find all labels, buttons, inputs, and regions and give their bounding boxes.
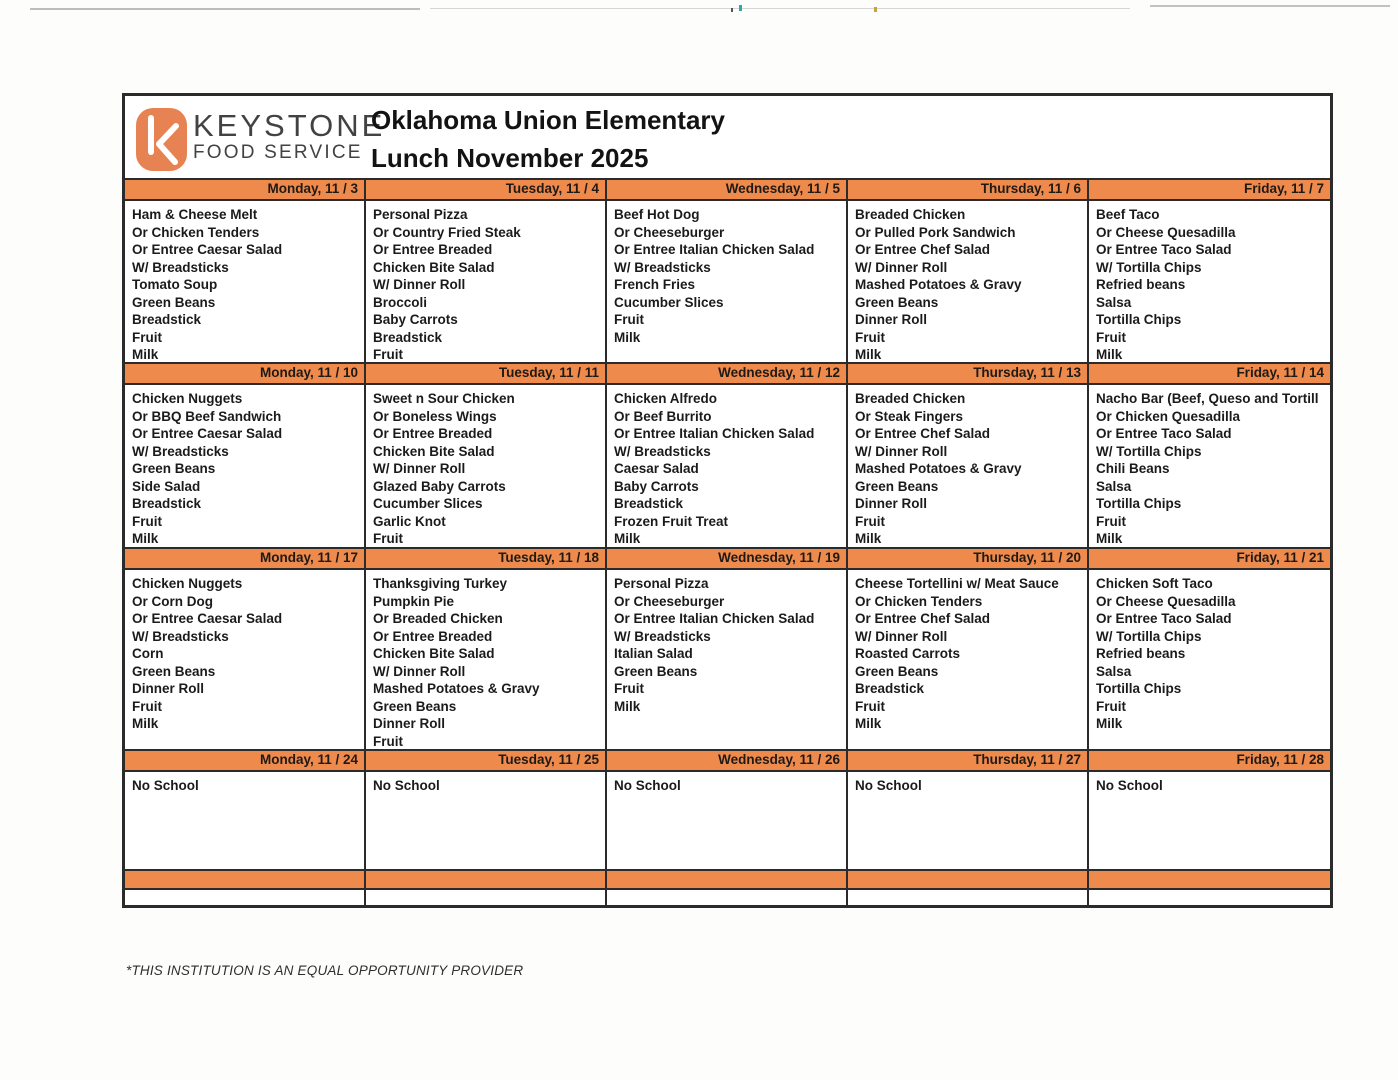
menu-item: Mashed Potatoes & Gravy — [373, 681, 540, 696]
menu-item: W/ Breadsticks — [614, 259, 711, 275]
menu-item: Or Country Fried Steak — [373, 224, 521, 240]
menu-item: Chicken Nuggets — [132, 391, 243, 406]
menu-item: W/ Dinner Roll — [855, 259, 948, 275]
menu-item: Or Entree Breaded — [373, 242, 493, 257]
date-header: Thursday, 11 / 6 — [848, 178, 1089, 201]
menu-item: Or Chicken Tenders — [132, 224, 260, 240]
menu-day-cell — [1089, 772, 1330, 869]
menu-item: Tomato Soup — [132, 277, 218, 292]
empty-white-cell — [848, 890, 1089, 905]
scan-artifact-line — [1150, 5, 1390, 7]
empty-white-row — [125, 890, 1330, 905]
scan-artifact-speck — [874, 7, 877, 12]
week-2-menu-row — [125, 385, 1330, 547]
menu-item: Breaded Chicken — [855, 391, 966, 406]
menu-item: Milk — [614, 531, 641, 546]
date-header: Monday, 11 / 10 — [125, 362, 366, 385]
menu-day-cell — [607, 201, 848, 381]
date-header: Tuesday, 11 / 18 — [366, 547, 607, 570]
menu-item: Or Pulled Pork Sandwich — [855, 224, 1016, 240]
week-1-date-row — [125, 178, 1330, 201]
menu-item: Or Chicken Tenders — [855, 593, 983, 609]
menu-item: No School — [132, 778, 199, 793]
menu-item: Fruit — [614, 312, 644, 327]
menu-item: Fruit — [855, 698, 885, 714]
menu-item: W/ Breadsticks — [614, 443, 711, 459]
menu-item: Or Entree Italian Chicken Salad — [614, 426, 815, 441]
menu-item: Milk — [1096, 716, 1123, 731]
date-header: Wednesday, 11 / 26 — [607, 749, 848, 772]
menu-item: Breaded Chicken — [855, 207, 966, 222]
menu-item: Or Entree Chef Salad — [855, 611, 991, 626]
menu-item: Green Beans — [132, 461, 216, 476]
menu-item: Corn — [132, 646, 164, 661]
menu-day-cell — [848, 385, 1089, 565]
date-header: Tuesday, 11 / 25 — [366, 749, 607, 772]
equal-opportunity-note: *THIS INSTITUTION IS AN EQUAL OPPORTUNITY PROVIDER — [126, 963, 524, 978]
menu-item: No School — [1096, 778, 1163, 793]
menu-item: Milk — [1096, 531, 1123, 546]
date-header: Monday, 11 / 17 — [125, 547, 366, 570]
menu-item: Or Boneless Wings — [373, 408, 497, 424]
menu-item: Chicken Nuggets — [132, 576, 243, 591]
menu-item: Fruit — [614, 681, 644, 696]
menu-item: Green Beans — [855, 663, 939, 679]
menu-item: Milk — [132, 347, 159, 362]
menu-item: W/ Breadsticks — [614, 628, 711, 644]
menu-item: W/ Tortilla Chips — [1096, 628, 1202, 644]
menu-item: W/ Dinner Roll — [855, 443, 948, 459]
scan-artifact-speck — [739, 5, 742, 11]
menu-item: Breadstick — [132, 496, 202, 511]
menu-day-cell — [848, 570, 1089, 768]
menu-item: Salsa — [1096, 478, 1132, 494]
menu-item: Or Entree Breaded — [373, 426, 493, 441]
scan-artifact-speck — [731, 8, 733, 12]
menu-item: Breadstick — [855, 681, 925, 696]
date-header: Tuesday, 11 / 11 — [366, 362, 607, 385]
menu-item: Or Cheese Quesadilla — [1096, 593, 1236, 609]
brand-tagline: FOOD SERVICE — [193, 142, 363, 163]
menu-day-cell — [607, 772, 848, 869]
menu-item: Or Cheeseburger — [614, 224, 725, 240]
menu-item: Breadstick — [614, 496, 684, 511]
menu-day-cell — [366, 772, 607, 869]
calendar-grid — [125, 178, 1330, 869]
page-subtitle: Lunch November 2025 — [371, 143, 649, 173]
menu-item: Chicken Bite Salad — [373, 259, 495, 275]
menu-day-cell — [366, 385, 607, 565]
menu-day-cell — [366, 201, 607, 381]
date-header: Monday, 11 / 24 — [125, 749, 366, 772]
menu-day-cell — [366, 570, 607, 768]
menu-item: Or Cheeseburger — [614, 593, 725, 609]
menu-item: Or Entree Italian Chicken Salad — [614, 242, 815, 257]
menu-item: Glazed Baby Carrots — [373, 478, 506, 494]
menu-day-cell — [607, 385, 848, 565]
scan-noise — [0, 0, 1398, 16]
menu-day-cell — [125, 772, 366, 869]
menu-item: Breadstick — [132, 312, 202, 327]
menu-item: Refried beans — [1096, 277, 1186, 292]
menu-item: Green Beans — [855, 478, 939, 494]
menu-item: Baby Carrots — [614, 478, 699, 494]
date-header: Friday, 11 / 14 — [1089, 362, 1330, 385]
sheet-header — [125, 96, 1330, 178]
week-3-date-row — [125, 547, 1330, 570]
date-header: Wednesday, 11 / 19 — [607, 547, 848, 570]
menu-item: Milk — [855, 347, 882, 362]
menu-item: Or Chicken Quesadilla — [1096, 408, 1241, 424]
menu-item: Fruit — [1096, 329, 1126, 345]
menu-item: Broccoli — [373, 294, 428, 310]
week-1-menu-row — [125, 201, 1330, 362]
menu-day-cell — [848, 201, 1089, 381]
menu-item: Or Entree Breaded — [373, 628, 493, 644]
menu-item: Side Salad — [132, 478, 201, 494]
date-header: Wednesday, 11 / 12 — [607, 362, 848, 385]
menu-item: Or Beef Burrito — [614, 408, 712, 424]
week-2-date-row — [125, 362, 1330, 385]
lunch-menu-sheet — [122, 93, 1333, 908]
menu-item: Chicken Alfredo — [614, 391, 718, 406]
empty-white-cell — [1089, 890, 1330, 905]
menu-item: Or Entree Taco Salad — [1096, 242, 1232, 257]
menu-item: Chicken Bite Salad — [373, 443, 495, 459]
menu-day-cell — [125, 201, 366, 381]
date-header: Friday, 11 / 7 — [1089, 178, 1330, 201]
menu-item: Tortilla Chips — [1096, 496, 1182, 511]
menu-item: Milk — [132, 531, 159, 546]
menu-item: Or Entree Taco Salad — [1096, 426, 1232, 441]
empty-orange-cell — [125, 869, 366, 890]
menu-item: Breadstick — [373, 329, 443, 345]
menu-item: Mashed Potatoes & Gravy — [855, 461, 1022, 476]
menu-item: Fruit — [373, 531, 403, 546]
menu-item: Frozen Fruit Treat — [614, 513, 729, 529]
menu-item: Green Beans — [614, 663, 698, 679]
menu-day-cell — [125, 385, 366, 565]
date-header: Thursday, 11 / 13 — [848, 362, 1089, 385]
menu-item: Garlic Knot — [373, 513, 446, 529]
date-header: Friday, 11 / 21 — [1089, 547, 1330, 570]
brand-block — [193, 109, 385, 163]
menu-item: Sweet n Sour Chicken — [373, 391, 515, 406]
menu-item: Dinner Roll — [132, 681, 205, 696]
menu-item: Mashed Potatoes & Gravy — [855, 277, 1022, 292]
menu-item: No School — [855, 778, 922, 793]
menu-item: Fruit — [1096, 698, 1126, 714]
menu-item: Green Beans — [132, 294, 216, 310]
menu-day-cell — [848, 772, 1089, 869]
menu-item: Chicken Soft Taco — [1096, 576, 1213, 591]
empty-orange-cell — [1089, 869, 1330, 890]
empty-white-cell — [607, 890, 848, 905]
menu-item: Caesar Salad — [614, 461, 699, 476]
menu-item: Or Entree Caesar Salad — [132, 611, 283, 626]
week-4-date-row — [125, 749, 1330, 772]
page-title: Oklahoma Union Elementary — [371, 105, 725, 135]
menu-item: Fruit — [1096, 513, 1126, 529]
empty-orange-row — [125, 869, 1330, 890]
menu-item: W/ Dinner Roll — [373, 663, 466, 679]
menu-item: Italian Salad — [614, 646, 693, 661]
menu-item: W/ Dinner Roll — [855, 628, 948, 644]
date-header: Monday, 11 / 3 — [125, 178, 366, 201]
menu-item: Personal Pizza — [373, 207, 468, 222]
week-3-menu-row — [125, 570, 1330, 749]
menu-item: Cucumber Slices — [614, 294, 724, 310]
menu-item: Cucumber Slices — [373, 496, 483, 511]
menu-item: Fruit — [132, 329, 162, 345]
menu-item: Or Breaded Chicken — [373, 611, 503, 626]
date-header: Thursday, 11 / 27 — [848, 749, 1089, 772]
menu-item: Or Corn Dog — [132, 593, 213, 609]
menu-item: Or BBQ Beef Sandwich — [132, 408, 282, 424]
menu-item: Or Steak Fingers — [855, 408, 964, 424]
menu-item: Or Entree Caesar Salad — [132, 426, 283, 441]
empty-orange-cell — [848, 869, 1089, 890]
menu-item: Dinner Roll — [855, 312, 928, 327]
menu-item: W/ Breadsticks — [132, 259, 229, 275]
menu-item: Or Entree Caesar Salad — [132, 242, 283, 257]
menu-item: Fruit — [373, 347, 403, 362]
menu-item: Personal Pizza — [614, 576, 709, 591]
menu-item: Milk — [855, 531, 882, 546]
empty-orange-cell — [366, 869, 607, 890]
menu-item: Beef Taco — [1096, 207, 1160, 222]
menu-item: Or Entree Italian Chicken Salad — [614, 611, 815, 626]
menu-item: Tortilla Chips — [1096, 681, 1182, 696]
menu-day-cell — [1089, 201, 1330, 381]
menu-item: Nacho Bar (Beef, Queso and Tortill — [1096, 391, 1319, 406]
menu-day-cell — [1089, 385, 1330, 565]
menu-item: Pumpkin Pie — [373, 593, 455, 609]
menu-item: No School — [373, 778, 440, 793]
menu-item: Thanksgiving Turkey — [373, 576, 508, 591]
empty-white-cell — [366, 890, 607, 905]
menu-item: Roasted Carrots — [855, 646, 961, 661]
keystone-logo-icon — [135, 107, 189, 178]
menu-item: Beef Hot Dog — [614, 207, 700, 222]
menu-item: Salsa — [1096, 663, 1132, 679]
menu-item: Or Entree Chef Salad — [855, 242, 991, 257]
menu-item: Refried beans — [1096, 646, 1186, 661]
menu-item: Tortilla Chips — [1096, 312, 1182, 327]
menu-item: Green Beans — [132, 663, 216, 679]
title-block — [371, 101, 725, 177]
menu-item: Cheese Tortellini w/ Meat Sauce — [855, 576, 1059, 591]
menu-item: Fruit — [855, 513, 885, 529]
menu-item: Fruit — [132, 513, 162, 529]
menu-item: Milk — [1096, 347, 1123, 362]
week-4-menu-row — [125, 772, 1330, 869]
menu-item: Milk — [132, 716, 159, 731]
menu-item: Or Entree Chef Salad — [855, 426, 991, 441]
menu-item: Fruit — [855, 329, 885, 345]
menu-item: French Fries — [614, 277, 696, 292]
empty-orange-cell — [607, 869, 848, 890]
date-header: Thursday, 11 / 20 — [848, 547, 1089, 570]
menu-item: Dinner Roll — [855, 496, 928, 511]
menu-item: W/ Tortilla Chips — [1096, 443, 1202, 459]
menu-item: Fruit — [373, 733, 403, 749]
menu-item: Milk — [614, 698, 641, 714]
menu-item: Dinner Roll — [373, 716, 446, 731]
menu-item: Milk — [855, 716, 882, 731]
menu-day-cell — [1089, 570, 1330, 768]
date-header: Wednesday, 11 / 5 — [607, 178, 848, 201]
menu-item: Or Cheese Quesadilla — [1096, 224, 1236, 240]
empty-white-cell — [125, 890, 366, 905]
scan-artifact-line — [30, 8, 420, 10]
menu-item: W/ Tortilla Chips — [1096, 259, 1202, 275]
menu-item: Ham & Cheese Melt — [132, 207, 258, 222]
menu-item: Or Entree Taco Salad — [1096, 611, 1232, 626]
menu-item: W/ Dinner Roll — [373, 277, 466, 292]
menu-item: No School — [614, 778, 681, 793]
menu-item: Chili Beans — [1096, 461, 1170, 476]
menu-item: W/ Breadsticks — [132, 443, 229, 459]
menu-day-cell — [607, 570, 848, 768]
menu-day-cell — [125, 570, 366, 768]
menu-item: Fruit — [132, 698, 162, 714]
menu-item: Baby Carrots — [373, 312, 458, 327]
menu-item: Green Beans — [373, 698, 457, 714]
menu-item: Green Beans — [855, 294, 939, 310]
menu-item: W/ Breadsticks — [132, 628, 229, 644]
date-header: Tuesday, 11 / 4 — [366, 178, 607, 201]
brand-name: KEYSTONE — [193, 108, 386, 143]
scan-artifact-line — [430, 8, 1130, 9]
menu-item: Milk — [614, 329, 641, 345]
date-header: Friday, 11 / 28 — [1089, 749, 1330, 772]
menu-item: Chicken Bite Salad — [373, 646, 495, 661]
menu-item: W/ Dinner Roll — [373, 461, 466, 476]
menu-item: Salsa — [1096, 294, 1132, 310]
